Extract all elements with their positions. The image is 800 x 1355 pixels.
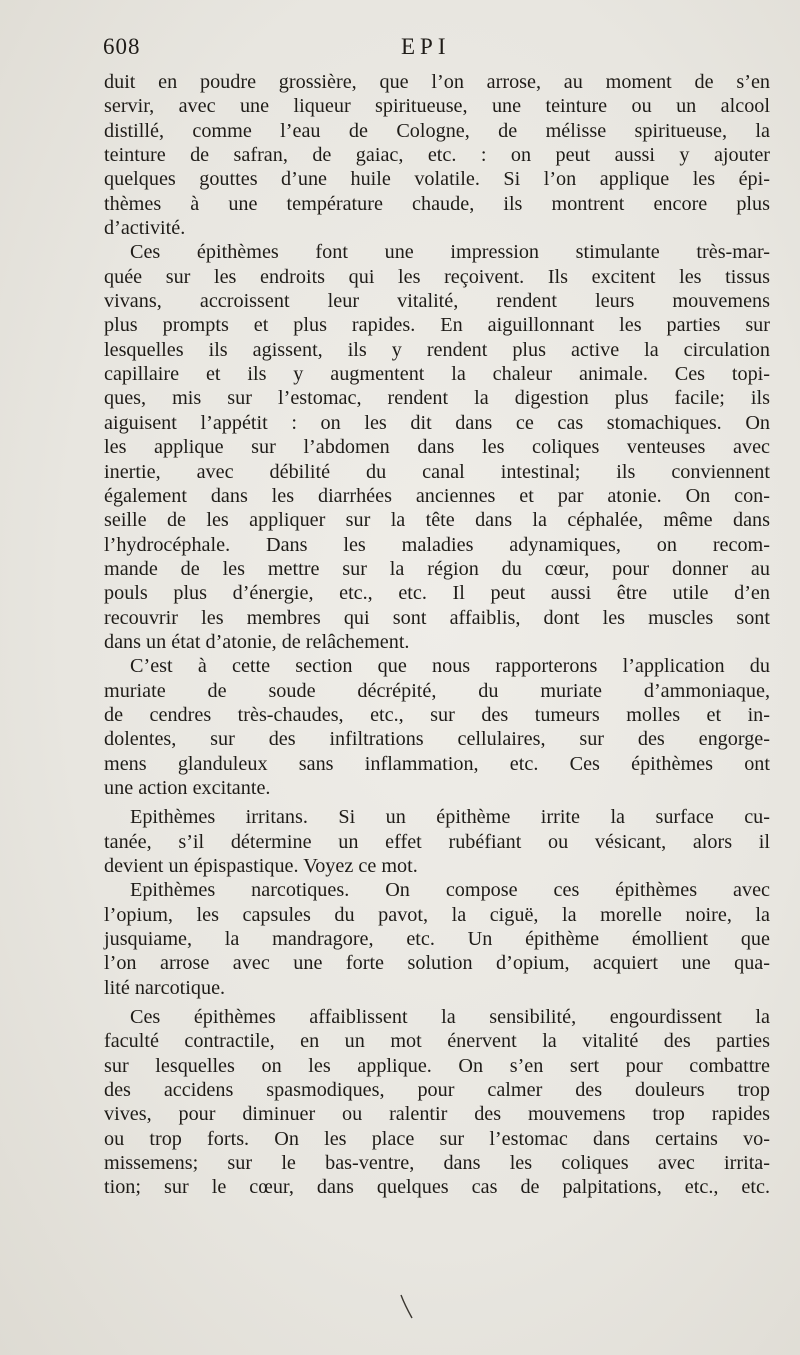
text-line: duit en poudre grossière, que l’on arrose, au moment de s’en: [104, 71, 770, 93]
text-line: lesquelles ils agissent, ils y rendent plus active la circulation: [104, 338, 770, 361]
text-line: capillaire et ils y augmentent la chaleur animale. Ces topi-: [104, 363, 770, 386]
text-line: des accidens spasmodiques, pour calmer des douleurs trop: [104, 1079, 770, 1102]
text-line: mande de les mettre sur la région du cœur, pour donner au: [104, 557, 770, 580]
text-line: ou trop forts. On les place sur l’estomac dans certains vo-: [104, 1127, 770, 1150]
running-head: EPI: [401, 34, 451, 59]
text-line: l’opium, les capsules du pavot, la ciguë, la morelle noire, la: [104, 903, 770, 926]
text-line: ques, mis sur l’estomac, rendent la digestion plus facile; ils: [104, 387, 770, 410]
page-header: [103, 34, 773, 64]
text-line: Epithèmes narcotiques. On compose ces épithèmes avec: [130, 879, 770, 902]
text-line: l’hydrocéphale. Dans les maladies adynamiques, on recom-: [104, 533, 770, 556]
text-line: teinture de safran, de gaiac, etc. : on peut aussi y ajouter: [104, 144, 770, 167]
ink-stroke-mark: [398, 1293, 416, 1321]
text-line: missemens; sur le bas-ventre, dans les coliques avec irrita-: [104, 1152, 770, 1175]
text-line: vivans, accroissent leur vitalité, rendent leurs mouvemens: [104, 290, 770, 313]
text-line: faculté contractile, en un mot énervent la vitalité des parties: [104, 1030, 770, 1053]
text-line: quelques gouttes d’une huile volatile. Si l’on applique les épi-: [104, 168, 770, 191]
text-line: C’est à cette section que nous rapporterons l’application du: [130, 655, 770, 678]
text-line: les applique sur l’abdomen dans les coliques venteuses avec: [104, 436, 770, 459]
text-line: pouls plus d’énergie, etc., etc. Il peut aussi être utile d’en: [104, 582, 770, 605]
text-line: plus prompts et plus rapides. En aiguillonnant les parties sur: [104, 314, 770, 337]
text-line: dans un état d’atonie, de relâchement.: [104, 630, 410, 653]
text-line: jusquiame, la mandragore, etc. Un épithème émollient que: [104, 928, 770, 951]
text-line: devient un épispastique. Voyez ce mot.: [104, 855, 418, 877]
text-line: Ces épithèmes affaiblissent la sensibilité, engourdissent la: [130, 1006, 770, 1029]
text-line: l’on arrose avec une forte solution d’opium, acquiert une qua-: [104, 952, 770, 975]
text-line: d’activité.: [104, 217, 186, 240]
text-line: une action excitante.: [104, 776, 271, 799]
text-line: dolentes, sur des infiltrations cellulaires, sur des engorge-: [104, 728, 770, 751]
text-line: thèmes à une température chaude, ils montrent encore plus: [104, 192, 770, 215]
text-line: aiguisent l’appétit : on les dit dans ce cas stomachiques. On: [104, 411, 770, 434]
text-line: Ces épithèmes font une impression stimulante très-mar-: [130, 241, 770, 264]
text-line: vives, pour diminuer ou ralentir des mouvemens trop rapides: [104, 1103, 770, 1126]
text-line: muriate de soude décrépité, du muriate d’ammoniaque,: [104, 679, 770, 702]
text-line: servir, avec une liqueur spiritueuse, une teinture ou un alcool: [104, 95, 770, 118]
body-text: [104, 70, 770, 1200]
text-line: lité narcotique.: [104, 976, 226, 999]
text-line: tion; sur le cœur, dans quelques cas de palpitations, etc., etc.: [104, 1176, 770, 1199]
text-line: de cendres très-chaudes, etc., sur des tumeurs molles et in-: [104, 703, 770, 726]
text-line: seille de les appliquer sur la tête dans la céphalée, même dans: [104, 509, 770, 532]
text-line: recouvrir les membres qui sont affaiblis, dont les muscles sont: [104, 606, 770, 629]
text-line: également dans les diarrhées anciennes et par atonie. On con-: [104, 484, 770, 507]
page-number: 608: [103, 34, 141, 59]
text-line: mens glanduleux sans inflammation, etc. Ces épithèmes ont: [104, 752, 770, 775]
text-line: sur lesquelles on les applique. On s’en sert pour combattre: [104, 1054, 770, 1077]
text-line: distillé, comme l’eau de Cologne, de mélisse spiritueuse, la: [104, 119, 770, 142]
text-line: quée sur les endroits qui les reçoivent. Ils excitent les tissus: [104, 265, 770, 288]
text-line: inertie, avec débilité du canal intestinal; ils conviennent: [104, 460, 770, 483]
text-line: Epithèmes irritans. Si un épithème irrite la surface cu-: [130, 806, 770, 829]
text-line: tanée, s’il détermine un effet rubéfiant ou vésicant, alors il: [104, 830, 770, 853]
